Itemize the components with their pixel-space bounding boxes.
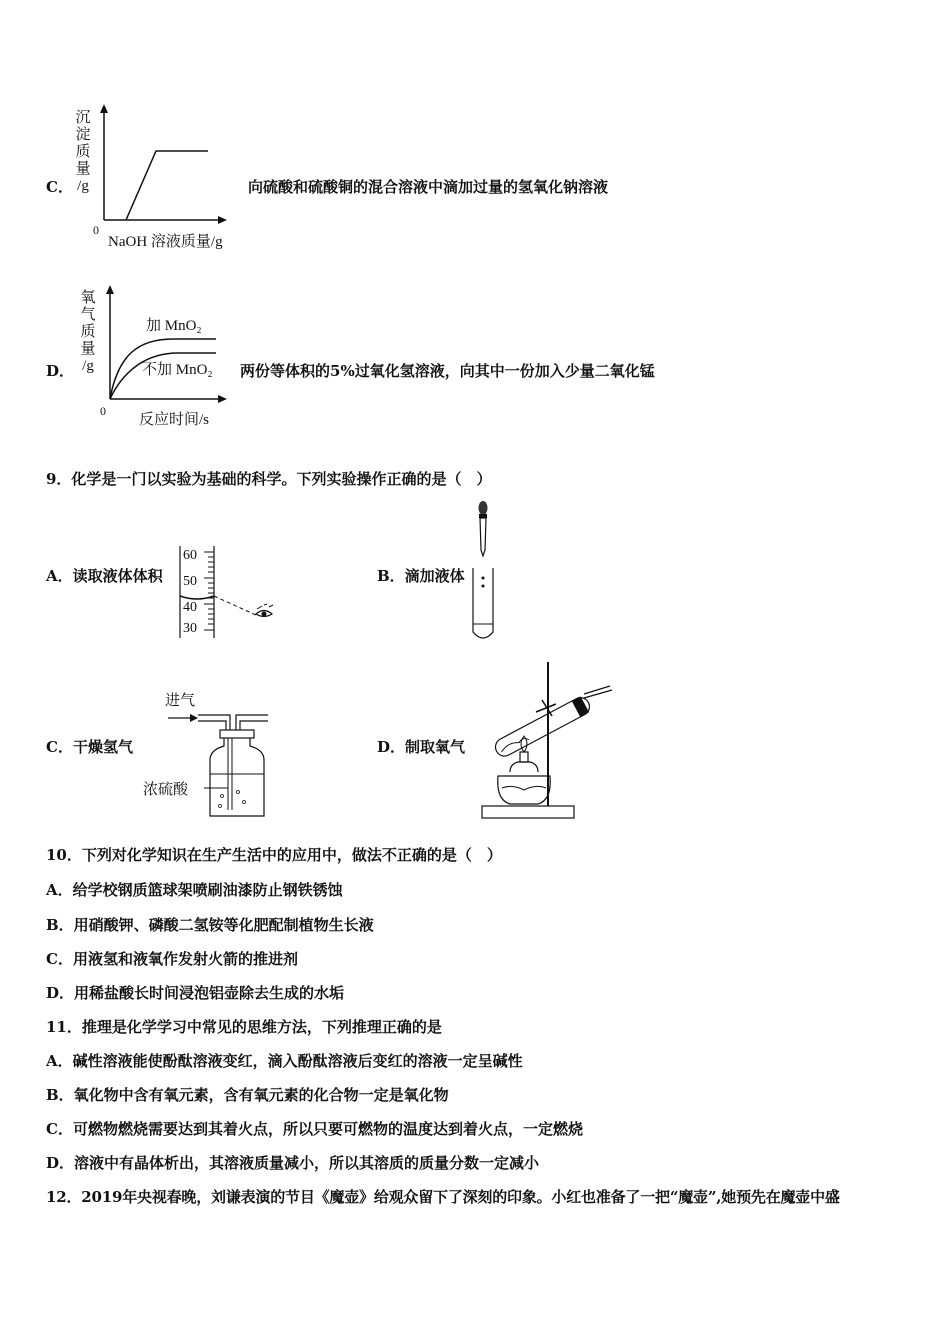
ylabel-char: 淀 [75, 127, 91, 143]
ylabel-char: 量 [75, 161, 91, 177]
graph-d-xlabel: 反应时间/s [139, 412, 210, 428]
ylabel-char: 量 [80, 341, 96, 357]
q9-option-a: A．读取液体体积 [46, 567, 163, 585]
tick-label-40: 40 [183, 600, 197, 615]
delivery-tube [584, 686, 612, 698]
x-axis-arrow [218, 216, 227, 224]
question-12-stem: 12．2019年央视春晚，刘谦表演的节目《魔壶》给观众留下了深刻的印象。小红也准备了一把“魔壶”,她预先在魔壶中盛 [46, 1188, 840, 1206]
q9-option-c: C．干燥氢气 [46, 738, 133, 756]
ylabel-char: 气 [80, 307, 96, 323]
y-axis-arrow [100, 104, 108, 113]
graph-c-xlabel: NaOH 溶液质量/g [108, 234, 223, 250]
q11-option-d: D．溶液中有晶体析出，其溶液质量减小，所以其溶质的质量分数一定减小 [46, 1154, 540, 1172]
droplet [482, 585, 485, 588]
x-axis-arrow [218, 395, 227, 403]
option-c-description: 向硫酸和硫酸铜的混合溶液中滴加过量的氢氧化钠溶液 [248, 178, 609, 196]
stand-base [482, 806, 574, 818]
tick-label-60: 60 [183, 548, 197, 563]
ylabel-char: /g [82, 358, 94, 374]
graph-d-origin: 0 [100, 404, 106, 418]
sight-line [214, 596, 258, 616]
q11-option-a: A．碱性溶液能使酚酞溶液变红，滴入酚酞溶液后变红的溶液一定呈碱性 [46, 1052, 523, 1070]
liquid-meniscus [180, 596, 214, 599]
ylabel-char: 氧 [80, 290, 96, 306]
graph-c [90, 104, 230, 226]
graph-d [98, 285, 228, 405]
graph-d-ylabel [79, 290, 97, 375]
eye-icon [256, 604, 273, 617]
ylabel-char: 沉 [75, 110, 91, 126]
option-letter: C． [46, 178, 73, 196]
curve-label-without-mno2: 不加 MnO₂ [142, 362, 213, 378]
dropper-tube [480, 518, 486, 556]
question-9-stem: 9．化学是一门以实验为基础的科学。下列实验操作正确的是（ ） [46, 470, 492, 488]
q9-option-d: D．制取氧气 [377, 738, 466, 756]
q10-option-c: C．用液氢和液氧作发射火箭的推进剂 [46, 950, 298, 968]
outlet-tube [236, 715, 268, 730]
q11-option-c: C．可燃物燃烧需要达到其着火点，所以只要可燃物的温度达到着火点，一定燃烧 [46, 1120, 583, 1138]
dropper-testtube-figure [468, 498, 508, 644]
ylabel-char: /g [77, 178, 89, 194]
dropper-bulb [479, 501, 488, 515]
option-d-description: 两份等体积的5%过氧化氢溶液，向其中一份加入少量二氧化锰 [240, 362, 655, 380]
gas-washing-bottle-figure [164, 706, 274, 824]
oxygen-preparation-figure [476, 660, 618, 820]
q10-option-d: D．用稀盐酸长时间浸泡铝壶除去生成的水垢 [46, 984, 345, 1002]
q9-option-b: B．滴加液体 [377, 567, 465, 585]
ylabel-char: 质 [75, 144, 91, 160]
question-11-stem: 11．推理是化学学习中常见的思维方法，下列推理正确的是 [46, 1018, 442, 1036]
q11-option-b: B．氧化物中含有氧元素，含有氧元素的化合物一定是氧化物 [46, 1086, 449, 1104]
q10-option-a: A．给学校钢质篮球架喷刷油漆防止钢铁锈蚀 [46, 881, 343, 899]
acid-label: 浓硫酸 [143, 782, 189, 798]
curve-label-with-mno2: 加 MnO₂ [146, 318, 202, 334]
graph-c-origin: 0 [93, 223, 99, 237]
question-10-stem: 10．下列对化学知识在生产生活中的应用中，做法不正确的是（ ） [46, 846, 502, 864]
option-letter: D． [46, 362, 75, 380]
ylabel-char: 质 [80, 324, 96, 340]
gas-inlet-label: 进气 [165, 693, 196, 709]
precipitate-curve [126, 151, 208, 220]
tick-label-50: 50 [183, 574, 197, 589]
test-tube-tilted [492, 694, 592, 759]
y-axis-arrow [106, 285, 114, 294]
cylinder-ticks [204, 552, 214, 630]
tick-label-30: 30 [183, 621, 197, 636]
q10-option-b: B．用硝酸钾、磷酸二氢铵等化肥配制植物生长液 [46, 916, 374, 934]
bottle-body [210, 738, 264, 816]
gas-direction-arrow [190, 714, 198, 722]
droplet [482, 577, 485, 580]
bottle-stopper [220, 730, 254, 738]
inlet-tube [198, 715, 230, 730]
clamp [536, 700, 556, 716]
